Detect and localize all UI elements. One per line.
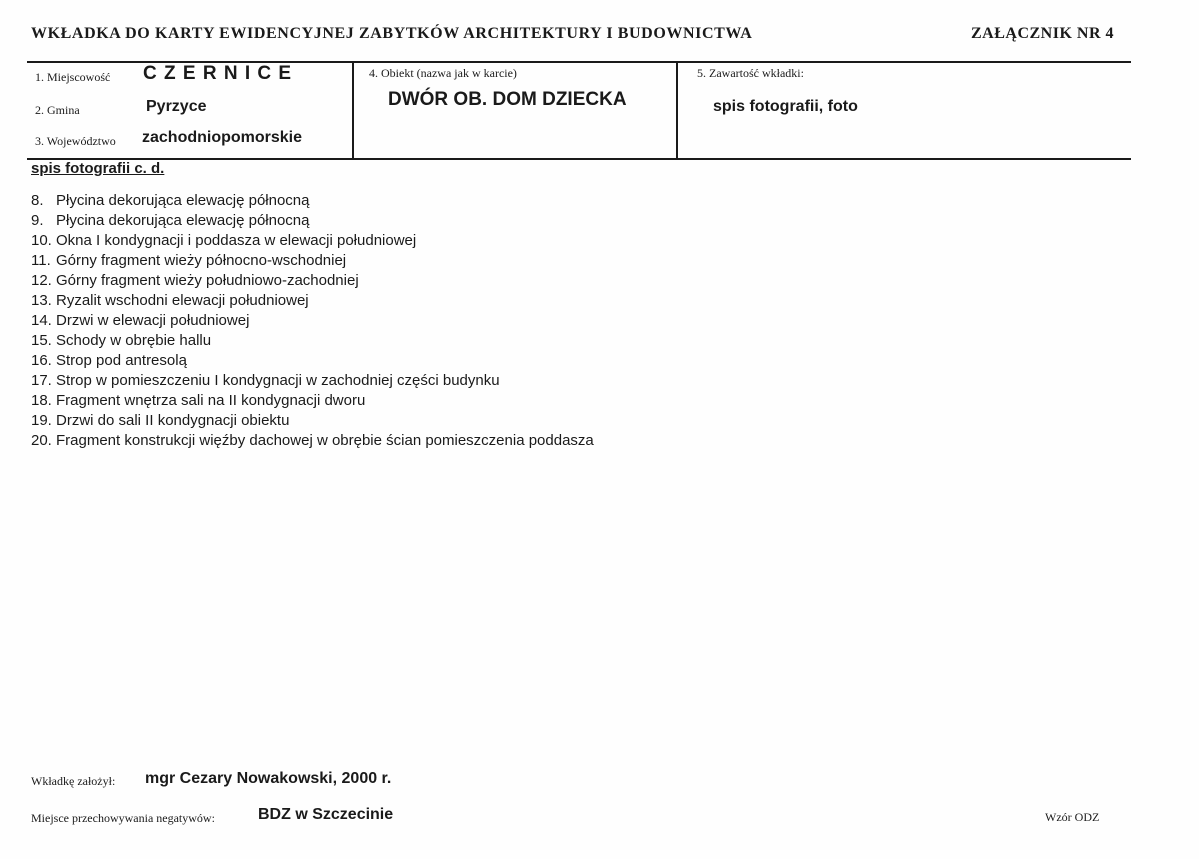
obiekt-value: DWÓR OB. DOM DZIECKA bbox=[388, 89, 627, 110]
photo-item-text: Fragment wnętrza sali na II kondygnacji dworu bbox=[56, 392, 366, 409]
photo-item-number: 17. bbox=[31, 372, 52, 389]
miejscowosc-value: C Z E R N I C E bbox=[143, 63, 293, 84]
negatives-label: Miejsce przechowywania negatywów: bbox=[31, 811, 215, 825]
author-value: mgr Cezary Nowakowski, 2000 r. bbox=[145, 770, 392, 787]
photo-list-item bbox=[31, 411, 594, 431]
template-label: Wzór ODZ bbox=[1045, 810, 1100, 824]
photo-list-item bbox=[31, 211, 594, 231]
form-title: WKŁADKA DO KARTY EWIDENCYJNEJ ZABYTKÓW ARCHITEKTURY I BUDOWNICTWA bbox=[31, 25, 753, 42]
photo-item-text: Strop pod antresolą bbox=[56, 352, 187, 369]
photo-item-number: 11. bbox=[31, 252, 51, 269]
negatives-value: BDZ w Szczecinie bbox=[258, 806, 394, 823]
photo-item-text: Strop w pomieszczeniu I kondygnacji w zachodniej części budynku bbox=[56, 372, 500, 389]
photo-item-number: 19. bbox=[31, 412, 52, 429]
author-label: Wkładkę założył: bbox=[31, 774, 116, 788]
photo-item-number: 9. bbox=[31, 212, 44, 229]
photo-list-item bbox=[31, 271, 594, 291]
photo-item-text: Górny fragment wieży południowo-zachodniej bbox=[56, 272, 359, 289]
zawartosc-label: 5. Zawartość wkładki: bbox=[697, 66, 804, 80]
photo-item-number: 14. bbox=[31, 312, 52, 329]
photo-item-number: 15. bbox=[31, 332, 52, 349]
wojewodztwo-value: zachodniopomorskie bbox=[142, 129, 303, 146]
photo-item-text: Okna I kondygnacji i poddasza w elewacji południowej bbox=[56, 232, 417, 249]
photo-list bbox=[31, 191, 594, 451]
photo-item-text: Ryzalit wschodni elewacji południowej bbox=[56, 292, 309, 309]
photo-list-item bbox=[31, 391, 594, 411]
column-divider-2 bbox=[676, 62, 678, 159]
photo-item-text: Schody w obrębie hallu bbox=[56, 332, 212, 349]
photo-item-text: Drzwi do sali II kondygnacji obiektu bbox=[56, 412, 290, 429]
gmina-value: Pyrzyce bbox=[146, 98, 207, 115]
photo-item-number: 12. bbox=[31, 272, 52, 289]
photo-item-text: Płycina dekorująca elewację północną bbox=[56, 212, 310, 229]
photo-item-number: 20. bbox=[31, 432, 52, 449]
column-divider-1 bbox=[352, 62, 354, 159]
obiekt-label: 4. Obiekt (nazwa jak w karcie) bbox=[369, 66, 517, 80]
photo-list-item bbox=[31, 311, 594, 331]
photo-list-item bbox=[31, 351, 594, 371]
photo-item-text: Płycina dekorująca elewację północną bbox=[56, 192, 310, 209]
photo-item-number: 16. bbox=[31, 352, 52, 369]
zawartosc-value: spis fotografii, foto bbox=[713, 98, 858, 115]
photo-list-item bbox=[31, 251, 594, 271]
photo-item-number: 18. bbox=[31, 392, 52, 409]
wojewodztwo-label: 3. Województwo bbox=[35, 134, 116, 148]
photo-item-text: Drzwi w elewacji południowej bbox=[56, 312, 250, 329]
photo-list-item bbox=[31, 371, 594, 391]
miejscowosc-label: 1. Miejscowość bbox=[35, 70, 111, 84]
attachment-number: ZAŁĄCZNIK NR 4 bbox=[971, 25, 1115, 42]
header-bottom-rule bbox=[27, 158, 1131, 160]
photo-item-number: 8. bbox=[31, 192, 44, 209]
gmina-label: 2. Gmina bbox=[35, 103, 80, 117]
photo-item-text: Górny fragment wieży północno-wschodniej bbox=[56, 252, 347, 269]
photo-item-number: 13. bbox=[31, 292, 52, 309]
photo-item-number: 10. bbox=[31, 232, 52, 249]
photo-list-item bbox=[31, 431, 594, 451]
photo-list-item bbox=[31, 331, 594, 351]
photo-item-text: Fragment konstrukcji więźby dachowej w obrębie ścian pomieszczenia poddasza bbox=[56, 432, 594, 449]
photo-list-item bbox=[31, 291, 594, 311]
photo-list-heading: spis fotografii c. d. bbox=[31, 160, 165, 177]
photo-list-item bbox=[31, 231, 594, 251]
photo-list-item bbox=[31, 191, 594, 211]
